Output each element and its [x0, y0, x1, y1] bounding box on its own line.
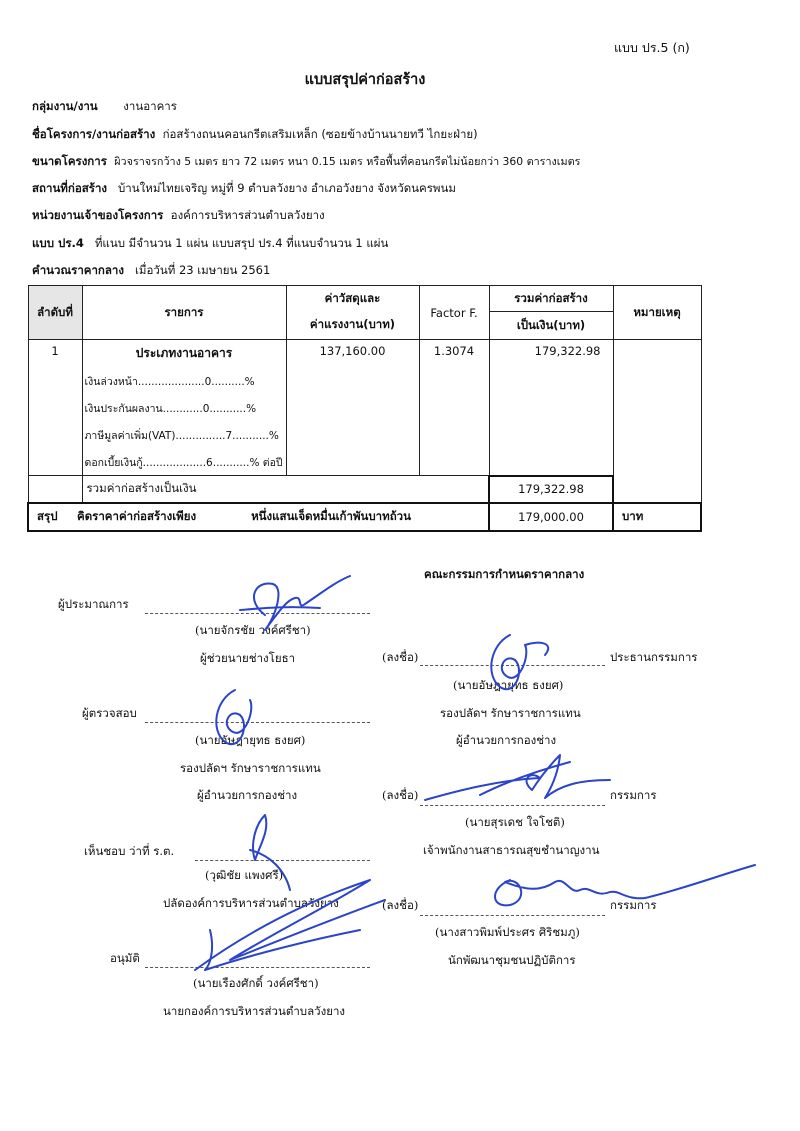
summary-factor-blank	[419, 503, 489, 531]
signature-line	[420, 805, 605, 806]
left-name-estimator: (นายจักรชัย วงค์ศรีชา)	[195, 623, 311, 637]
calc-label: คำนวณราคากลาง	[32, 263, 125, 277]
sum-blank	[28, 476, 82, 503]
sign-label-member1: (ลงชื่อ)	[382, 788, 419, 802]
location-value: บ้านใหม่ไทยเจริญ หมู่ที่ 9 ตำบลวังยาง อำเภอวังยาง จังหวัดนครพนม	[118, 181, 456, 195]
field-advance: เงินล่วงหน้า....................0..........%	[84, 376, 255, 388]
row-item: ประเภทงานอาคาร	[135, 346, 233, 360]
header-factor: Factor F.	[419, 286, 489, 340]
left-title-approver: ปลัดองค์การบริหารส่วนตำบลวังยาง	[163, 896, 339, 910]
right-title-chair-1: รองปลัดฯ รักษาราชการแทน	[440, 706, 581, 720]
right-title-chair-2: ผู้อำนวยการกองช่าง	[456, 733, 557, 747]
left-role-checker: ผู้ตรวจสอบ	[82, 706, 137, 720]
left-name-checker: (นายอัษฎายุทธ ธงยศ)	[195, 733, 306, 747]
signature-line	[145, 967, 370, 968]
summary-words: หนึ่งแสนเจ็ดหมื่นเก้าพันบาทถ้วน	[251, 508, 411, 523]
form4-line	[32, 235, 388, 253]
left-title-mayor: นายกองค์การบริหารส่วนตำบลวังยาง	[163, 1004, 346, 1018]
right-title-member2: นักพัฒนาชุมชนปฏิบัติการ	[448, 953, 576, 967]
group-line	[32, 98, 177, 116]
size-value: ผิวจราจรกว้าง 5 เมตร ยาว 72 เมตร หนา 0.15 เมตร หรือพื้นที่คอนกรีตไม่น้อยกว่า 360 ตารางเมตร	[114, 155, 581, 168]
row-total: 179,322.98	[489, 340, 613, 476]
sum-value: 179,322.98	[489, 476, 613, 503]
committee-title: คณะกรรมการกำหนดราคากลาง	[424, 567, 585, 581]
right-name-member2: (นางสาวพิมพ์ประศร ศิริชมภู)	[435, 925, 580, 939]
size-line	[32, 153, 580, 171]
row-remark	[613, 340, 701, 503]
form4-label: แบบ ปร.4	[32, 236, 84, 250]
header-material-1: ค่าวัสดุและ	[286, 286, 419, 312]
owner-value: องค์การบริหารส่วนตำบลวังยาง	[170, 208, 325, 222]
row-item-cell	[82, 340, 286, 476]
owner-line	[32, 207, 325, 225]
header-remark: หมายเหตุ	[613, 286, 701, 340]
right-position-member1: กรรมการ	[610, 788, 657, 802]
right-position-chair: ประธานกรรมการ	[610, 650, 698, 664]
field-interest: ดอกเบี้ยเงินกู้...................6...........% ต่อปี	[84, 457, 283, 469]
left-role-estimator: ผู้ประมาณการ	[58, 597, 129, 611]
header-material-2: ค่าแรงงาน(บาท)	[286, 312, 419, 340]
header-no: ลำดับที่	[28, 286, 82, 340]
group-value: งานอาคาร	[123, 99, 177, 113]
calc-value: เมื่อวันที่ 23 เมษายน 2561	[134, 263, 271, 277]
signature-line	[420, 915, 605, 916]
calc-line	[32, 262, 270, 280]
row-no: 1	[28, 340, 82, 476]
summary-unit: บาท	[613, 503, 701, 531]
row-factor: 1.3074	[419, 340, 489, 476]
page-title: แบบสรุปค่าก่อสร้าง	[304, 72, 426, 88]
signature-line	[145, 722, 370, 723]
sum-label: รวมค่าก่อสร้างเป็นเงิน	[82, 476, 489, 503]
left-role-approver: เห็นชอบ ว่าที่ ร.ต.	[84, 844, 175, 858]
size-label: ขนาดโครงการ	[32, 154, 107, 168]
header-total-2: เป็นเงิน(บาท)	[489, 312, 613, 340]
form4-value: ที่แนบ มีจำนวน 1 แผ่น แบบสรุป ปร.4 ที่แนบจำนวน 1 แผ่น	[94, 236, 389, 250]
left-name-mayor: (นายเรืองศักดิ์ วงค์ศรีชา)	[193, 976, 319, 990]
sign-label-member2: (ลงชื่อ)	[382, 898, 419, 912]
sign-label-chair: (ลงชื่อ)	[382, 650, 419, 664]
location-label: สถานที่ก่อสร้าง	[32, 181, 108, 195]
signature-line	[420, 665, 605, 666]
header-item: รายการ	[82, 286, 286, 340]
left-name-approver: (วุฒิชัย แพงศรี)	[205, 868, 284, 882]
owner-label: หน่วยงานเจ้าของโครงการ	[32, 208, 164, 222]
left-title-estimator: ผู้ช่วยนายช่างโยธา	[200, 651, 296, 665]
summary-label: สรุป	[37, 508, 58, 523]
right-title-member1: เจ้าพนักงานสาธารณสุขชำนาญงาน	[423, 843, 600, 857]
signature-line	[145, 613, 370, 614]
signature-line	[195, 860, 370, 861]
summary-desc: คิดราคาค่าก่อสร้างเพียง	[77, 508, 197, 523]
project-value: ก่อสร้างถนนคอนกรีตเสริมเหล็ก (ซอยข้างบ้านนายทวี ไกยะฝ่าย)	[162, 127, 478, 141]
project-label: ชื่อโครงการ/งานก่อสร้าง	[32, 127, 156, 141]
signature-member1	[420, 750, 620, 810]
group-label: กลุ่มงาน/งาน	[32, 99, 98, 113]
location-line	[32, 180, 456, 198]
left-title-checker-2: ผู้อำนวยการกองช่าง	[197, 788, 298, 802]
project-line	[32, 126, 478, 144]
summary-value: 179,000.00	[489, 503, 613, 531]
right-name-chair: (นายอัษฎายุทธ ธงยศ)	[453, 678, 564, 692]
right-name-member1: (นายสุรเดช ใจโชติ)	[465, 815, 565, 829]
row-material: 137,160.00	[286, 340, 419, 476]
left-title-checker-1: รองปลัดฯ รักษาราชการแทน	[180, 761, 321, 775]
field-guarantee: เงินประกันผลงาน............0...........%	[84, 403, 257, 415]
right-position-member2: กรรมการ	[610, 898, 657, 912]
summary-cell	[28, 503, 419, 531]
form-code: แบบ ปร.5 (ก)	[614, 40, 690, 55]
field-vat: ภาษีมูลค่าเพิ่ม(VAT)...............7...........%	[84, 430, 279, 442]
cost-table	[27, 285, 702, 532]
left-role-mayor: อนุมัติ	[110, 951, 140, 965]
header-total-1: รวมค่าก่อสร้าง	[489, 286, 613, 312]
